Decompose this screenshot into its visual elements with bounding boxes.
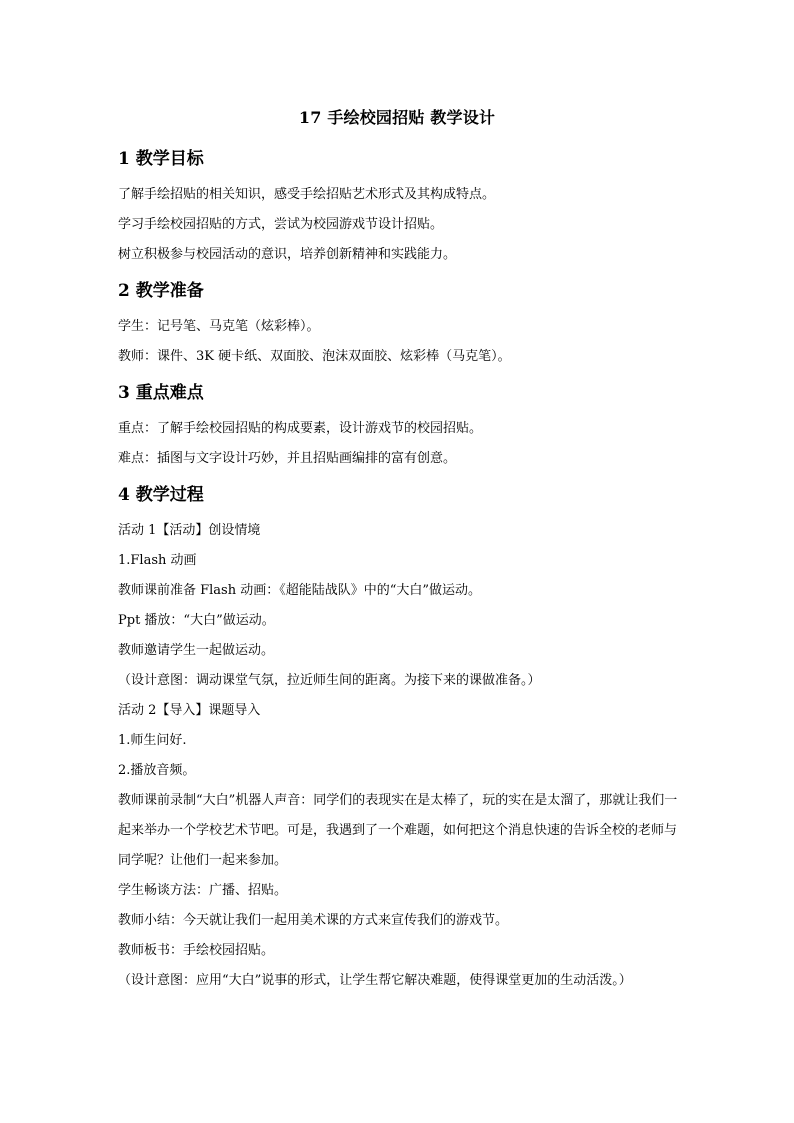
section-heading: 1 教学目标 bbox=[118, 149, 204, 169]
paragraph: 难点：插图与文字设计巧妙，并且招贴画编排的富有创意。 bbox=[118, 451, 457, 466]
section-objectives bbox=[118, 146, 678, 270]
paragraph: 教师：课件、3K 硬卡纸、双面胶、泡沫双面胶、炫彩棒（马克笔）。 bbox=[118, 349, 511, 364]
document-body bbox=[118, 146, 678, 996]
document-title: 17 手绘校园招贴 教学设计 bbox=[298, 108, 496, 127]
paragraph: 2.播放音频。 bbox=[118, 763, 196, 778]
paragraph: 学习手绘校园招贴的方式，尝试为校园游戏节设计招贴。 bbox=[118, 217, 444, 232]
paragraph: 重点：了解手绘校园招贴的构成要素，设计游戏节的校园招贴。 bbox=[118, 421, 483, 436]
section-preparation bbox=[118, 278, 678, 372]
section-heading: 4 教学过程 bbox=[118, 485, 204, 505]
paragraph: 学生畅谈方法：广播、招贴。 bbox=[118, 883, 288, 898]
paragraph: 教师小结：今天就让我们一起用美术课的方式来宣传我们的游戏节。 bbox=[118, 913, 509, 928]
paragraph: 树立积极参与校园活动的意识，培养创新精神和实践能力。 bbox=[118, 247, 457, 262]
paragraph: 学生：记号笔、马克笔（炫彩棒）。 bbox=[118, 319, 320, 334]
paragraph: （设计意图：应用“大白”说事的形式，让学生帮它解决难题，使得课堂更加的生动活泼。） bbox=[118, 973, 632, 988]
paragraph: 教师课前准备 Flash 动画：《超能陆战队》中的“大白”做运动。 bbox=[118, 583, 482, 598]
paragraph: 教师邀请学生一起做运动。 bbox=[118, 643, 275, 658]
paragraph: Ppt 播放：“大白”做运动。 bbox=[118, 613, 275, 628]
section-heading: 2 教学准备 bbox=[118, 281, 204, 301]
paragraph: 1.Flash 动画 bbox=[118, 553, 197, 568]
paragraph: 教师课前录制“大白”机器人声音：同学们的表现实在是太棒了，玩的实在是太溜了，那就让我们一起来举办一个学校艺术节吧。可是，我遇到了一个难题，如何把这个消息快速的告诉全校的老师与同学呢？让他们一起来参加。 bbox=[118, 793, 678, 868]
paragraph: 了解手绘招贴的相关知识，感受手绘招贴艺术形式及其构成特点。 bbox=[118, 187, 496, 202]
section-heading: 3 重点难点 bbox=[118, 383, 204, 403]
paragraph: 1.师生问好. bbox=[118, 733, 187, 748]
paragraph: 教师板书：手绘校园招贴。 bbox=[118, 943, 275, 958]
paragraph: 活动 2【导入】课题导入 bbox=[118, 703, 261, 718]
paragraph: （设计意图：调动课堂气氛，拉近师生间的距离。为接下来的课做准备。） bbox=[118, 673, 541, 688]
section-key-points bbox=[118, 380, 678, 474]
paragraph: 活动 1【活动】创设情境 bbox=[118, 523, 261, 538]
section-process bbox=[118, 482, 678, 996]
